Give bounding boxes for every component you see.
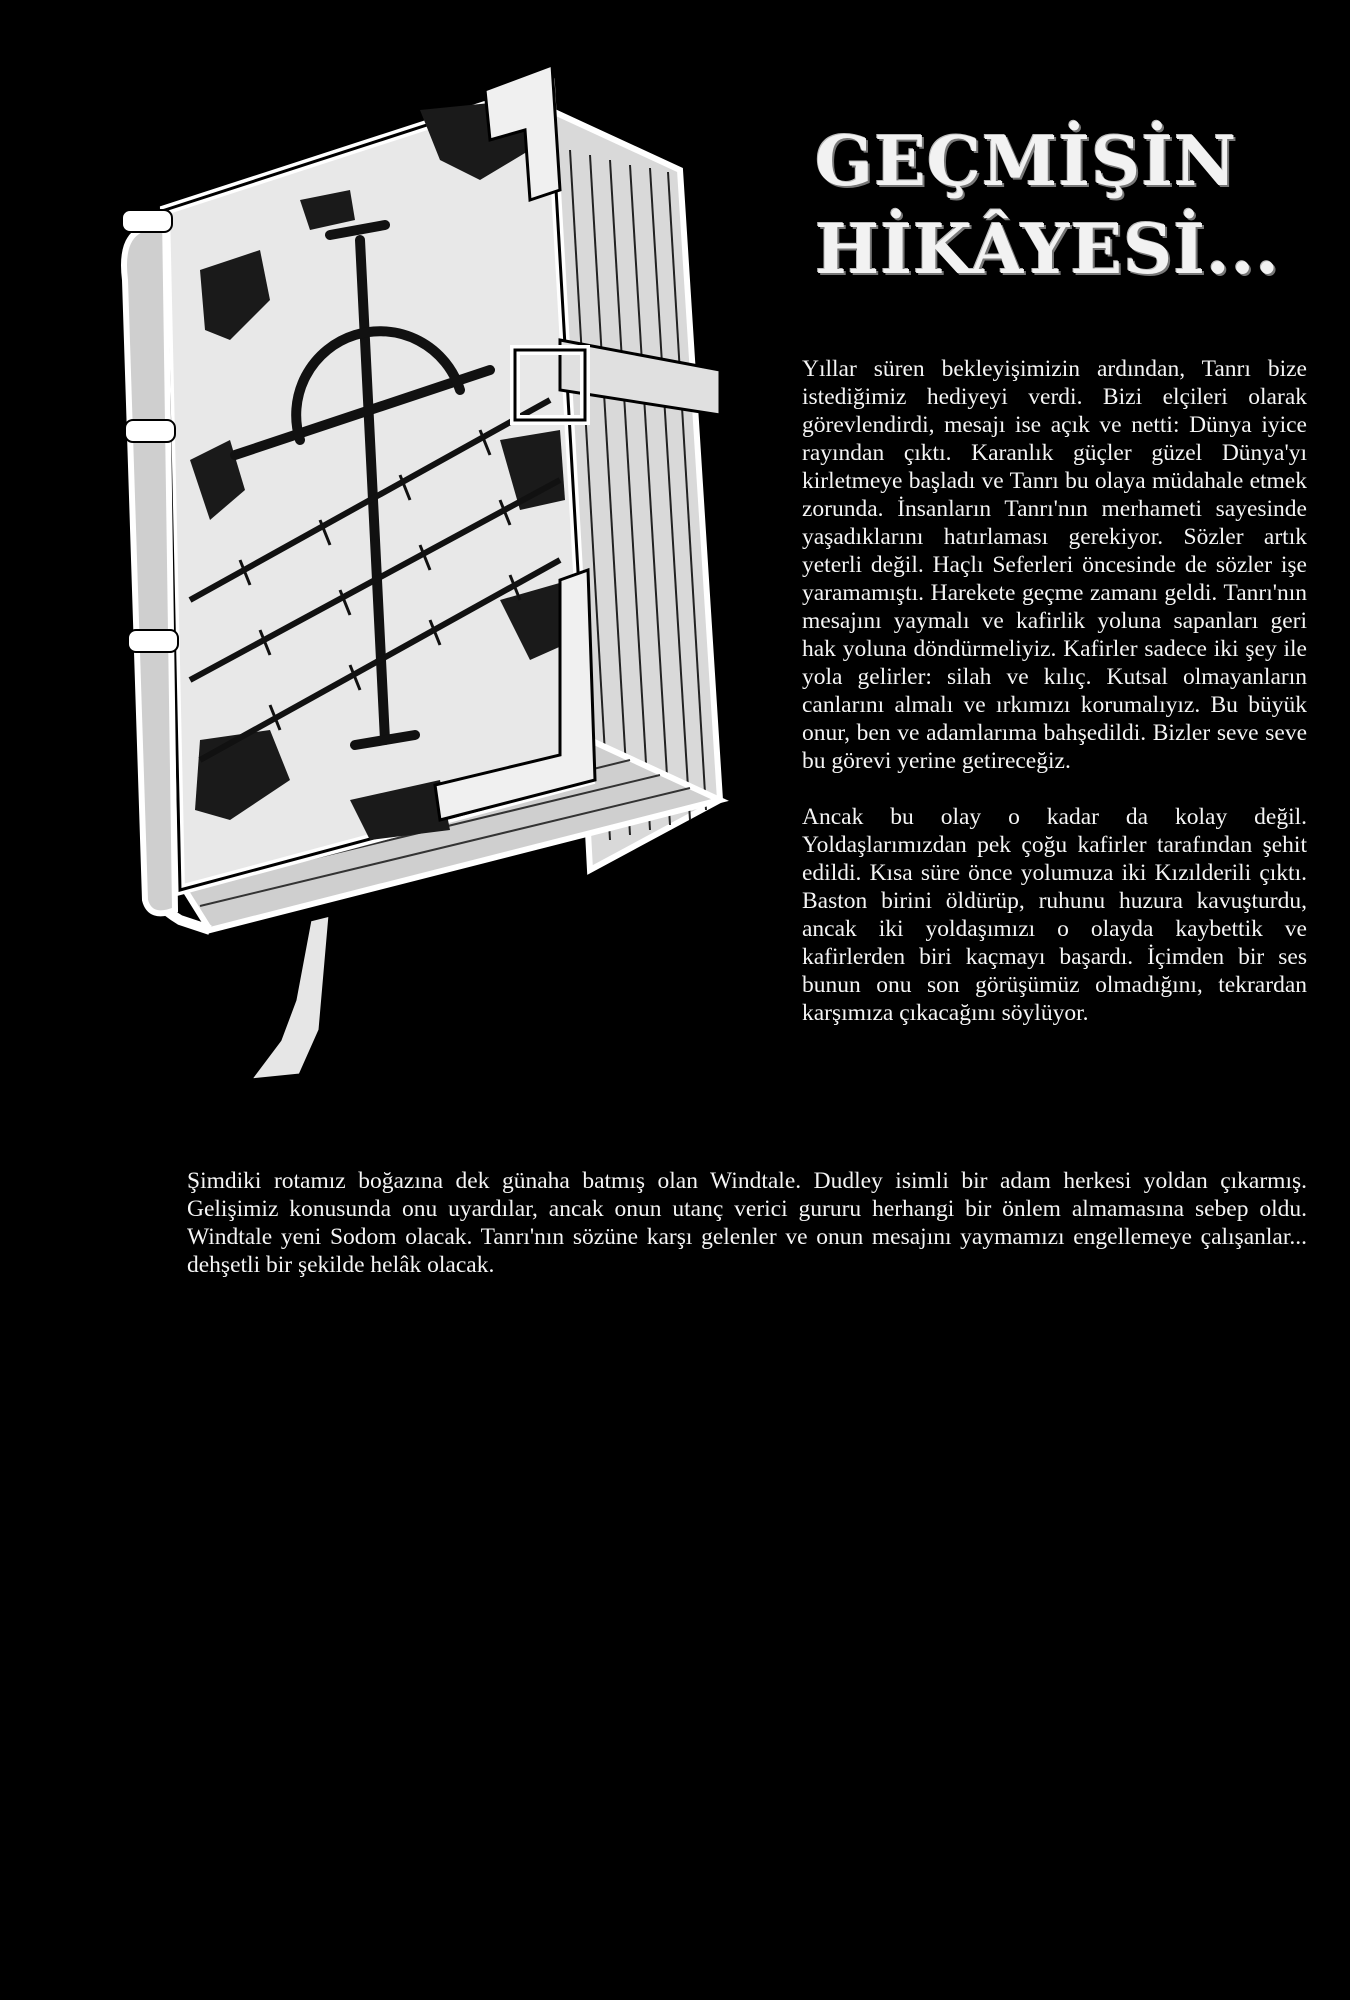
ribbon-bookmark: [250, 915, 330, 1080]
page-title: [815, 118, 1281, 294]
title-line-2: HİKÂYESİ...: [815, 210, 1281, 290]
story-column: [802, 355, 1307, 1055]
story-paragraph-1: Yıllar süren bekleyişimizin ardından, Tanrı bize istediğimiz hediyeyi verdi. Bizi elçileri olarak görevlendirdi, mesajı ise açık ve netti: Dünya iyice rayından çıktı. Karanlık güçler güzel Dünya'yı kirletmeye başladı ve Tanrı bu olaya müdahale etmek zorunda. İnsanların Tanrı'nın merhameti sayesinde yaşadıklarını hatırlaması gerekiyor. Sözler artık yeterli değil. Haçlı Seferleri öncesinde de sözler işe yaramamıştı. Harekete geçme zamanı geldi. Tanrı'nın mesajını yaymalı ve kafirlik yoluna sapanları geri hak yoluna döndürmeliyiz. Kafirler sadece iki şey ile yola gelirler: silah ve kılıç. Kutsal olmayanların canlarını almalı ve ırkımızı korumalıyız. Bu büyük onur, ben ve adamlarıma bahşedildi. Bizler seve seve bu görevi yerine getireceğiz.: [802, 356, 1307, 774]
title-line-1: GEÇMİŞİN: [815, 122, 1238, 202]
story-paragraph-2: Ancak bu olay o kadar da kolay değil. Yoldaşlarımızdan pek çoğu kafirler tarafından şehit edildi. Kısa süre önce yolumuza iki Kızılderili çıktı. Baston birini öldürüp, ruhunu huzura kavuşturdu, ancak iki yoldaşımızı o olayda kaybettik ve kafirlerden biri kaçmayı başardı. İçimden bir ses bunun onu son görüşümüz olmadığını, tekrardan karşımıza çıkacağını söylüyor.: [802, 804, 1307, 1026]
holy-book-illustration: [120, 40, 740, 1100]
story-paragraph-3: Şimdiki rotamız boğazına dek günaha batmış olan Windtale. Dudley isimli bir adam herkesi yoldan çıkarmış. Gelişimiz konusunda onu uyardılar, ancak onun utanç verici gururu herhangi bir önlem almamasına sebep oldu. Windtale yeni Sodom olacak. Tanrı'nın sözüne karşı gelenler ve onun mesajını yaymamızı engellemeye çalışanlar... dehşetli bir şekilde helâk olacak.: [187, 1168, 1307, 1278]
